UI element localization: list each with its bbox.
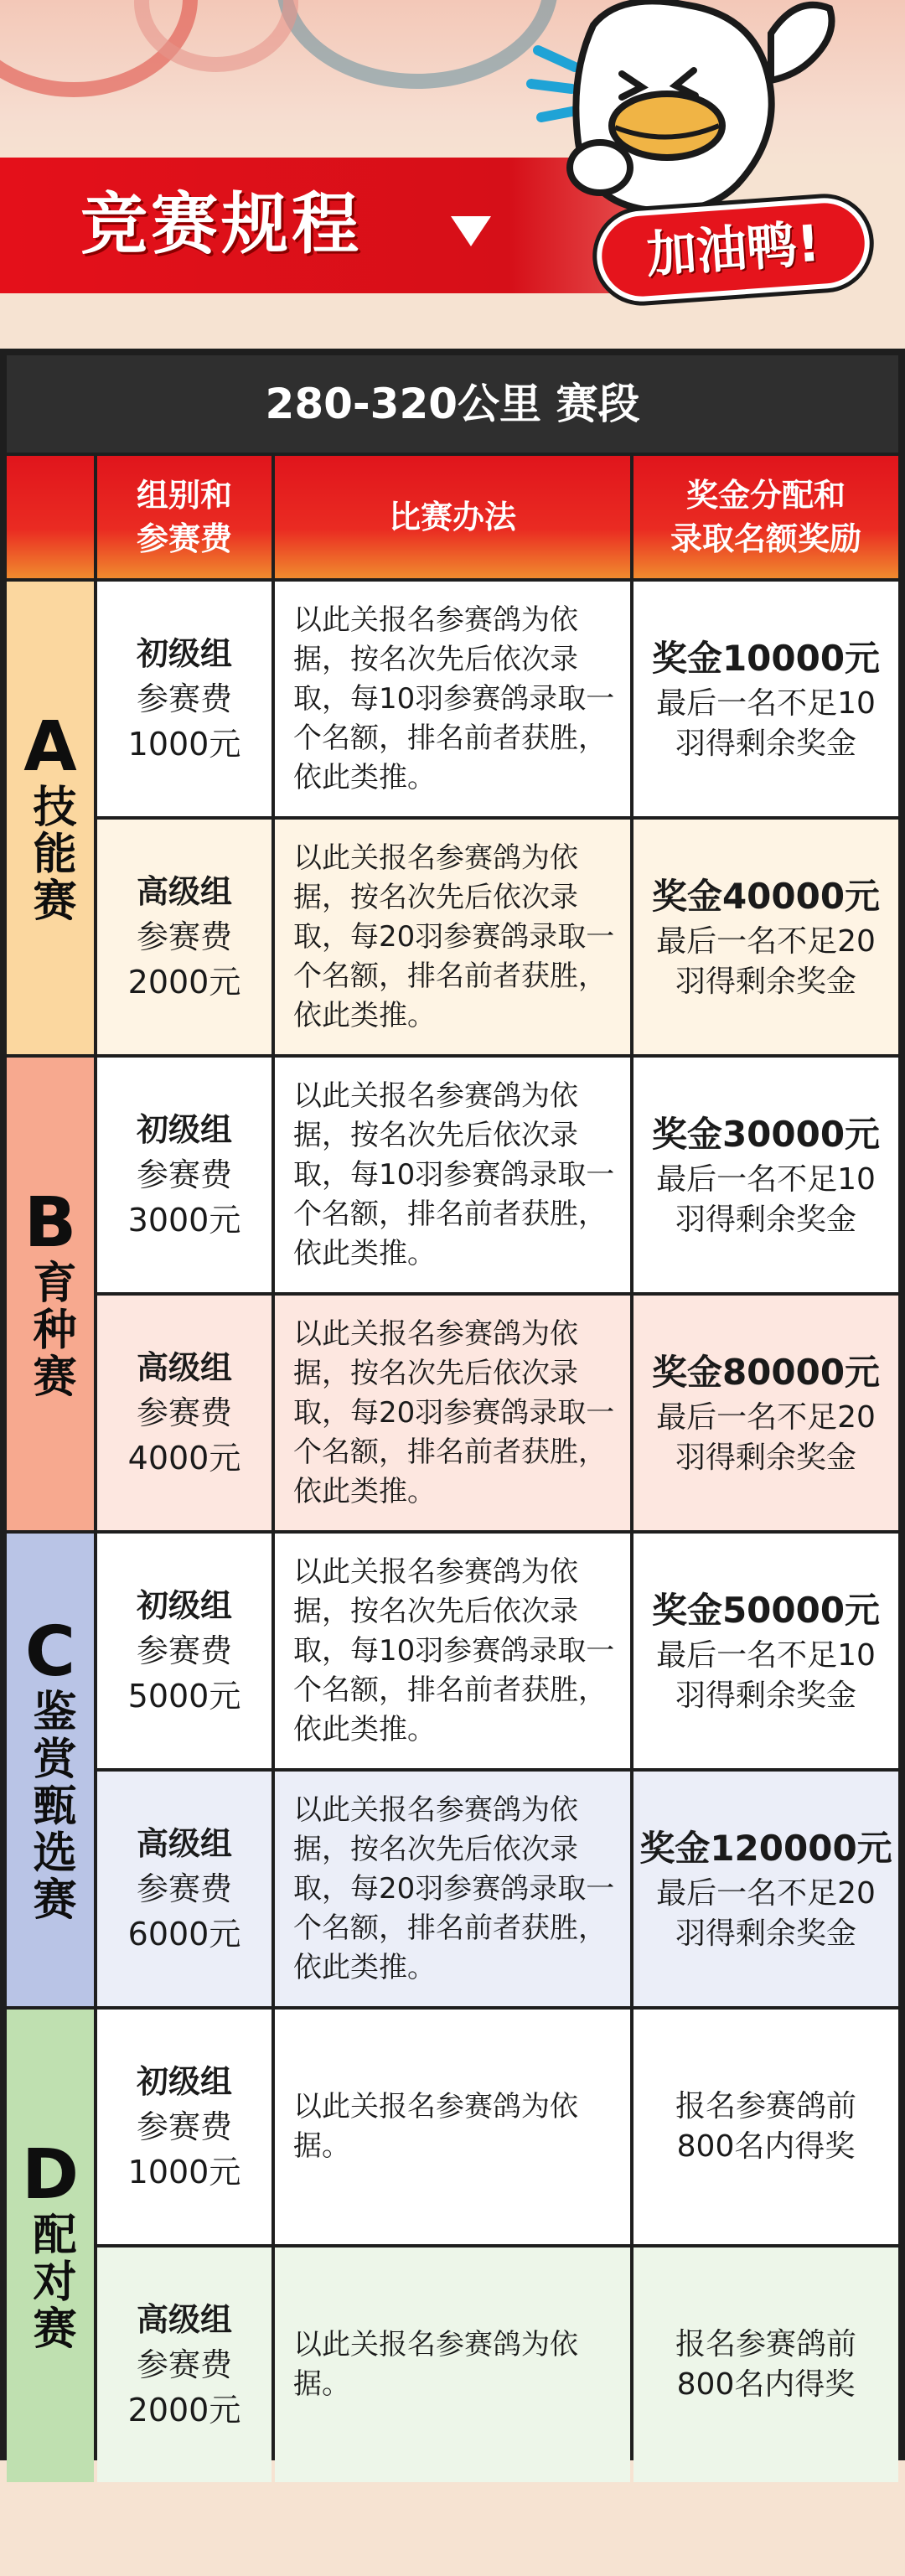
table-cell-prize [634,820,898,1054]
method-text: 以此关报名参赛鸽为依据。 [293,2328,578,2401]
group-name: 初级组 [136,1587,232,1624]
category-label [7,582,94,1054]
table-cell-group [97,820,272,1054]
page-title: 竞赛规程 [80,185,362,263]
method-text: 以此关报名参赛鸽为依据，按名次先后依次录取，每20羽参赛鸽录取一个名额，排名前者获胜，依此类推。 [293,1316,615,1508]
prize-note: 最后一名不足20羽得剩余奖金 [656,1876,876,1951]
fee-label: 参赛费 [136,1870,232,1907]
method-text: 以此关报名参赛鸽为依据，按名次先后依次录取，每20羽参赛鸽录取一个名额，排名前者获胜，依此类推。 [293,841,615,1032]
method-text: 以此关报名参赛鸽为依据，按名次先后依次录取，每10羽参赛鸽录取一个名额，排名前者获胜，依此类推。 [293,603,615,794]
group-name: 高级组 [136,2301,232,2338]
category-label [7,1058,94,1530]
prize-note: 最后一名不足10羽得剩余奖金 [656,1638,876,1713]
fee-amount: 1000元 [127,726,241,763]
method-text: 以此关报名参赛鸽为依据，按名次先后依次录取，每10羽参赛鸽录取一个名额，排名前者获胜，依此类推。 [293,1079,615,1270]
table-cell-prize [634,582,898,816]
table-cell-group [97,582,272,816]
fee-label: 参赛费 [136,2108,232,2145]
table-cell-group [97,2010,272,2244]
prize-note: 最后一名不足10羽得剩余奖金 [656,686,876,761]
table-cell-method [275,1534,630,1768]
prize-note: 最后一名不足10羽得剩余奖金 [656,1162,876,1237]
column-header-prize: 奖金分配和 录取名额奖励 [634,456,898,578]
section-title: 280-320公里 赛段 [7,355,898,453]
category-label [7,2010,94,2482]
prize-amount: 奖金120000元 [639,1828,892,1869]
fee-amount: 3000元 [127,1202,241,1239]
table-cell-method [275,2248,630,2482]
table-cell-method [275,1296,630,1530]
table-cell-prize [634,2010,898,2244]
category-label [7,1534,94,2006]
table-cell-method [275,2010,630,2244]
table-cell-group [97,2248,272,2482]
fee-label: 参赛费 [136,1156,232,1193]
table-cell-prize [634,1058,898,1292]
group-name: 高级组 [136,1825,232,1862]
fee-label: 参赛费 [136,918,232,955]
prize-amount: 奖金50000元 [651,1590,881,1631]
table-cell-group [97,1534,272,1768]
column-header-method: 比赛办法 [275,456,630,578]
prize-amount: 奖金30000元 [651,1114,881,1155]
table-cell-group [97,1296,272,1530]
header-corner [7,456,94,578]
table-cell-prize [634,2248,898,2482]
fee-amount: 4000元 [127,1440,241,1477]
category-letter: A [23,707,77,787]
dropdown-arrow-icon [451,216,491,246]
category-letter: C [24,1612,76,1692]
table-cell-method [275,820,630,1054]
fee-amount: 6000元 [127,1916,241,1953]
prize-note: 最后一名不足20羽得剩余奖金 [656,924,876,999]
category-name: 鉴赏甄选赛 [25,1689,75,1923]
fee-amount: 5000元 [127,1678,241,1715]
group-name: 初级组 [136,635,232,672]
cheer-badge [594,195,873,304]
rules-table [0,349,905,2460]
prize-amount: 奖金10000元 [651,638,881,679]
group-name: 初级组 [136,2063,232,2100]
group-name: 初级组 [136,1111,232,1148]
category-letter: B [23,1183,77,1263]
table-cell-prize [634,1296,898,1530]
prize-note: 最后一名不足20羽得剩余奖金 [656,1400,876,1475]
fee-label: 参赛费 [136,1632,232,1669]
fee-amount: 1000元 [127,2154,241,2191]
cheer-badge-text: 加油鸭! [644,214,822,286]
category-letter: D [21,2135,80,2215]
group-name: 高级组 [136,1349,232,1386]
category-name: 配对赛 [25,2211,75,2352]
column-header-group: 组别和 参赛费 [97,456,272,578]
method-text: 以此关报名参赛鸽为依据，按名次先后依次录取，每10羽参赛鸽录取一个名额，排名前者获胜，依此类推。 [293,1554,615,1746]
table-cell-group [97,1772,272,2006]
prize-amount: 奖金40000元 [651,876,881,917]
table-cell-prize [634,1534,898,1768]
table-cell-prize [634,1772,898,2006]
fee-amount: 2000元 [127,2392,241,2429]
decor-swirl [277,0,558,89]
prize-note: 报名参赛鸽前800名内得奖 [675,2327,856,2402]
fee-amount: 2000元 [127,964,241,1001]
table-cell-method [275,582,630,816]
table-cell-method [275,1058,630,1292]
fee-label: 参赛费 [136,680,232,717]
fee-label: 参赛费 [136,2346,232,2383]
table-cell-group [97,1058,272,1292]
category-name: 育种赛 [25,1260,75,1400]
prize-amount: 奖金80000元 [651,1352,881,1393]
group-name: 高级组 [136,873,232,910]
fee-label: 参赛费 [136,1394,232,1431]
method-text: 以此关报名参赛鸽为依据，按名次先后依次录取，每20羽参赛鸽录取一个名额，排名前者获胜，依此类推。 [293,1792,615,1984]
table-cell-method [275,1772,630,2006]
method-text: 以此关报名参赛鸽为依据。 [293,2090,578,2163]
category-name: 技能赛 [25,784,75,924]
prize-note: 报名参赛鸽前800名内得奖 [675,2089,856,2164]
